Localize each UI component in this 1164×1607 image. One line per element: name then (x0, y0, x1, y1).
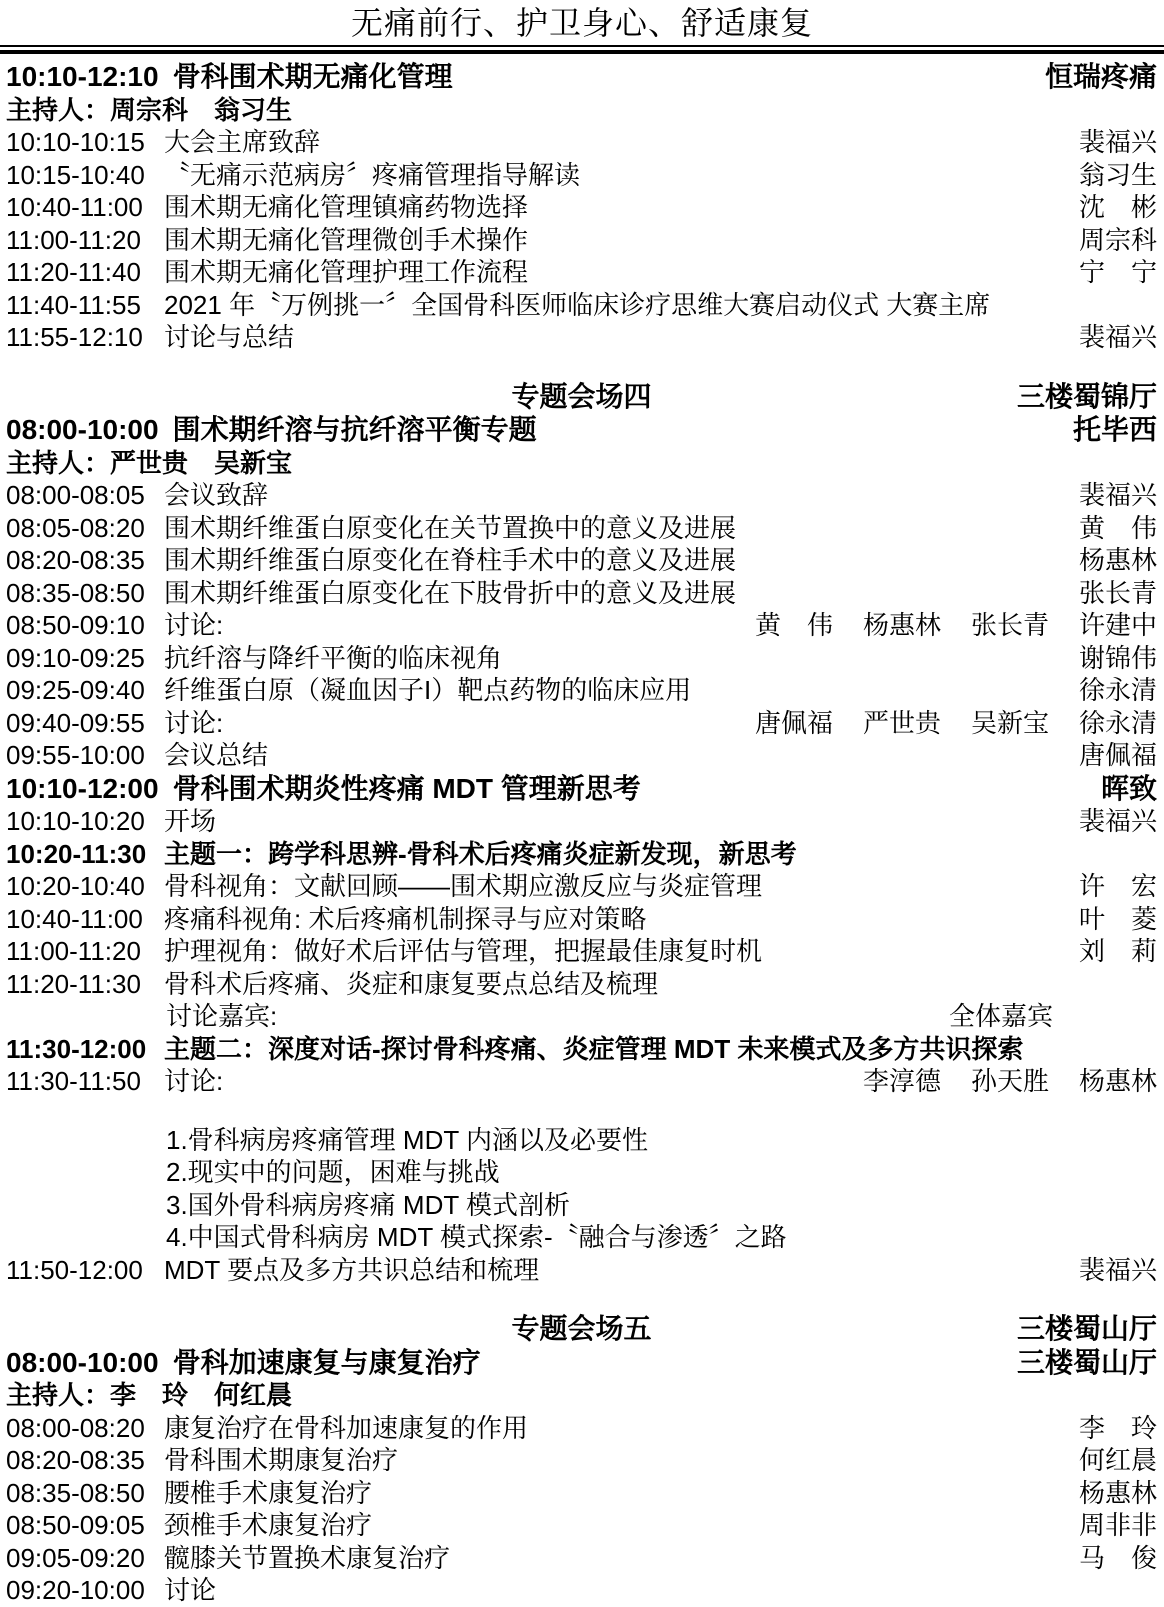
speaker-name: 黄 伟 (1078, 512, 1157, 543)
speaker-name: 马 俊 (1078, 1542, 1157, 1573)
speaker-list (1079, 870, 1157, 903)
item-title: 围术期无痛化管理微创手术操作 (164, 224, 529, 255)
speaker-list (1079, 1412, 1157, 1445)
agenda-item-row (6, 1065, 1157, 1098)
speaker-list (1079, 512, 1157, 545)
item-title: 围术期无痛化管理护理工作流程 (164, 257, 529, 287)
note-label: 讨论嘉宾: (166, 1001, 278, 1031)
speaker-list (1079, 191, 1157, 224)
speaker-name: 杨惠林 (1078, 545, 1157, 575)
speaker-list (1079, 321, 1157, 354)
session-header-row (6, 413, 1157, 447)
sub-item-row (6, 1124, 1157, 1157)
item-title: 2021 年〝万例挑一〞全国骨科医师临床诊疗思维大赛启动仪式 大赛主席 (164, 289, 991, 320)
item-title: 围术期纤维蛋白原变化在关节置换中的意义及进展 (164, 512, 737, 543)
speaker-name: 许 宏 (1078, 871, 1157, 901)
speaker-list (1079, 1444, 1157, 1477)
item-title: 〝无痛示范病房〞疼痛管理指导解读 (164, 159, 581, 190)
speaker-list (1079, 805, 1157, 838)
room-or-sponsor-label: 三楼蜀山厅 (1016, 1346, 1157, 1378)
speaker-name: 何红晨 (1078, 1445, 1157, 1475)
agenda-item-row (6, 642, 1157, 675)
chairs-label: 主持人：李 玲 何红晨 (6, 1380, 293, 1410)
sub-item-text: 2.现实中的问题，困难与挑战 (166, 1157, 500, 1187)
speaker-name: 徐永清 (1078, 707, 1157, 738)
page-title: 无痛前行、护卫身心、舒适康复 (350, 5, 813, 41)
agenda-item-row (6, 1542, 1157, 1575)
time-slot: 10:10-12:10 (6, 61, 159, 92)
time-slot: 10:15-10:40 (6, 159, 145, 190)
time-slot: 08:00-10:00 (6, 1346, 159, 1378)
speaker-name: 谢锦伟 (1078, 642, 1157, 673)
speaker-name: 许建中 (1078, 610, 1157, 640)
speaker-name: 黄 伟 (754, 610, 833, 640)
chairs-row (6, 1379, 1157, 1412)
room-or-sponsor-label: 晖致 (1100, 772, 1157, 804)
speaker-name: 张长青 (970, 610, 1049, 640)
time-slot: 09:05-09:20 (6, 1542, 145, 1573)
speaker-list (755, 707, 1157, 740)
item-title: 髋膝关节置换术康复治疗 (164, 1542, 451, 1573)
item-title: 腰椎手术康复治疗 (164, 1477, 373, 1508)
session-title: 骨科围术期无痛化管理 (172, 61, 453, 92)
venue-header-row (6, 380, 1157, 414)
theme-title: 主题一：跨学科思辨-骨科术后疼痛炎症新发现，新思考 (164, 838, 797, 869)
agenda-item-row (6, 321, 1157, 354)
speaker-name: 唐佩福 (1078, 740, 1157, 770)
item-title: 骨科围术期康复治疗 (164, 1445, 399, 1475)
time-slot: 11:50-12:00 (6, 1254, 143, 1285)
agenda-item-row (6, 544, 1157, 577)
speaker-name: 唐佩福 (754, 707, 833, 738)
time-slot: 10:40-11:00 (6, 192, 143, 222)
speaker-list (1079, 1477, 1157, 1510)
speaker-name: 杨惠林 (1078, 1477, 1157, 1508)
agenda-item-row (6, 1412, 1157, 1445)
time-slot: 08:50-09:05 (6, 1510, 145, 1540)
item-title: 会议总结 (164, 740, 269, 770)
speaker-name: 裴福兴 (1078, 322, 1157, 352)
speaker-name: 沈 彬 (1078, 192, 1157, 222)
blank-row (6, 354, 1157, 380)
speaker-name: 刘 莉 (1078, 936, 1157, 966)
speaker-name: 杨惠林 (1078, 1066, 1157, 1096)
time-slot: 09:20-10:00 (6, 1575, 145, 1605)
note-value: 全体嘉宾 (948, 1001, 1053, 1031)
time-slot: 08:35-08:50 (6, 577, 145, 608)
speaker-name: 叶 菱 (1078, 903, 1157, 934)
time-slot: 11:00-11:20 (6, 936, 141, 966)
agenda-item-row (6, 191, 1157, 224)
time-slot: 10:10-10:15 (6, 127, 145, 157)
venue-header-row (6, 1312, 1157, 1346)
agenda-item-row (6, 935, 1157, 968)
item-title: 开场 (164, 806, 217, 836)
agenda-item-row (6, 1444, 1157, 1477)
speaker-name: 杨惠林 (862, 610, 941, 640)
speaker-name: 翁习生 (1078, 159, 1157, 190)
session-title: 骨科加速康复与康复治疗 (172, 1346, 481, 1378)
speaker-name: 周非非 (1078, 1510, 1157, 1540)
session-title: 围术期纤溶与抗纤溶平衡专题 (172, 414, 537, 445)
item-title: 围术期纤维蛋白原变化在下肢骨折中的意义及进展 (164, 577, 737, 608)
speaker-name: 李 玲 (1078, 1412, 1157, 1443)
agenda-item-row (6, 256, 1157, 289)
item-title: 讨论与总结 (164, 322, 295, 352)
chairs-row (6, 94, 1157, 127)
sub-item-row (6, 1189, 1157, 1222)
sub-item-text: 4.中国式骨科病房 MDT 模式探索-〝融合与渗透〞之路 (166, 1222, 787, 1252)
agenda-item-row (6, 870, 1157, 903)
agenda-item-row (6, 479, 1157, 512)
agenda-item-row (6, 903, 1157, 936)
speaker-name: 徐永清 (1078, 675, 1157, 705)
agenda-item-row (6, 1477, 1157, 1510)
header-divider (0, 45, 1164, 54)
time-slot: 08:20-08:35 (6, 545, 145, 575)
room-or-sponsor-label: 恒瑞疼痛 (1044, 61, 1157, 92)
speaker-list (755, 609, 1157, 642)
speaker-list (1079, 577, 1157, 610)
time-slot: 10:20-10:40 (6, 871, 145, 901)
item-title: 讨论: (164, 1066, 224, 1096)
agenda-item-row (6, 577, 1157, 610)
blank-row (6, 1098, 1157, 1124)
time-slot: 11:30-11:50 (6, 1066, 141, 1096)
schedule (0, 54, 1164, 1607)
agenda-item-row (6, 968, 1157, 1001)
venue-name: 专题会场四 (511, 380, 652, 412)
time-slot: 11:55-12:10 (6, 322, 143, 352)
session-header-row (6, 772, 1157, 806)
speaker-name: 吴新宝 (970, 707, 1049, 738)
speaker-list (1079, 903, 1157, 936)
time-slot: 10:10-10:20 (6, 806, 145, 836)
session-header-row (6, 60, 1157, 94)
item-title: 纤维蛋白原（凝血因子I）靶点药物的临床应用 (164, 675, 692, 705)
room-label: 三楼蜀山厅 (1016, 1313, 1157, 1344)
speaker-name: 严世贵 (862, 707, 941, 738)
item-title: 讨论: (164, 610, 224, 640)
agenda-item-row (6, 707, 1157, 740)
speaker-list (1079, 674, 1157, 707)
item-title: 疼痛科视角: 术后疼痛机制探寻与应对策略 (164, 903, 647, 934)
discussion-guests-row (6, 1000, 1157, 1033)
theme-row (6, 1033, 1157, 1066)
speaker-list (1079, 1254, 1157, 1287)
speaker-list (1079, 1509, 1157, 1542)
speaker-name: 李淳德 (862, 1066, 941, 1096)
speaker-list (1079, 256, 1157, 289)
item-title: 康复治疗在骨科加速康复的作用 (164, 1412, 529, 1443)
speaker-list (1079, 544, 1157, 577)
speaker-list (1079, 159, 1157, 192)
time-slot: 10:20-11:30 (6, 838, 147, 869)
time-slot: 08:00-10:00 (6, 414, 159, 445)
speaker-name: 孙天胜 (970, 1066, 1049, 1096)
agenda-item-row (6, 512, 1157, 545)
item-title: 骨科视角：文献回顾——围术期应激反应与炎症管理 (164, 871, 763, 901)
room-or-sponsor-label: 托毕西 (1072, 414, 1157, 445)
speaker-name: 裴福兴 (1078, 127, 1157, 157)
speaker-list (1079, 479, 1157, 512)
speaker-name: 周宗科 (1078, 224, 1157, 255)
session-header-row (6, 1346, 1157, 1380)
item-title: MDT 要点及多方共识总结和梳理 (164, 1254, 540, 1285)
session-title: 骨科围术期炎性疼痛 MDT 管理新思考 (172, 772, 641, 804)
speaker-name: 裴福兴 (1078, 1254, 1157, 1285)
time-slot: 11:00-11:20 (6, 224, 141, 255)
time-slot: 08:50-09:10 (6, 610, 145, 640)
agenda-item-row (6, 805, 1157, 838)
item-title: 讨论: (164, 707, 224, 738)
time-slot: 10:10-12:00 (6, 772, 159, 804)
time-slot: 08:05-08:20 (6, 512, 145, 543)
agenda-item-row (6, 739, 1157, 772)
time-slot: 08:20-08:35 (6, 1445, 145, 1475)
time-slot: 09:10-09:25 (6, 642, 145, 673)
time-slot: 08:00-08:05 (6, 480, 145, 510)
speaker-name: 宁 宁 (1078, 257, 1157, 287)
speaker-list (1079, 224, 1157, 257)
speaker-list (1079, 1542, 1157, 1575)
agenda-item-row (6, 224, 1157, 257)
sub-item-row (6, 1156, 1157, 1189)
agenda-item-row (6, 1509, 1157, 1542)
time-slot: 11:40-11:55 (6, 289, 141, 320)
venue-name: 专题会场五 (511, 1313, 652, 1344)
time-slot: 08:35-08:50 (6, 1477, 145, 1508)
time-slot: 09:25-09:40 (6, 675, 145, 705)
time-slot: 09:55-10:00 (6, 740, 145, 770)
item-title: 围术期纤维蛋白原变化在脊柱手术中的意义及进展 (164, 545, 737, 575)
theme-row (6, 838, 1157, 871)
item-title: 抗纤溶与降纤平衡的临床视角 (164, 642, 503, 673)
time-slot: 08:00-08:20 (6, 1412, 145, 1443)
sub-item-text: 3.国外骨科病房疼痛 MDT 模式剖析 (166, 1189, 570, 1220)
agenda-item-row (6, 609, 1157, 642)
chairs-row (6, 447, 1157, 480)
room-label: 三楼蜀锦厅 (1016, 380, 1157, 412)
speaker-list (1079, 642, 1157, 675)
item-title: 护理视角：做好术后评估与管理，把握最佳康复时机 (164, 936, 763, 966)
speaker-list (1079, 935, 1157, 968)
sub-item-text: 1.骨科病房疼痛管理 MDT 内涵以及必要性 (166, 1124, 648, 1155)
theme-title: 主题二：深度对话-探讨骨科疼痛、炎症管理 MDT 未来模式及多方共识探索 (164, 1033, 1024, 1064)
time-slot: 11:30-12:00 (6, 1033, 147, 1064)
time-slot: 11:20-11:30 (6, 968, 141, 999)
item-title: 大会主席致辞 (164, 127, 321, 157)
agenda-item-row (6, 126, 1157, 159)
blank-row (6, 1286, 1157, 1312)
speaker-name: 裴福兴 (1078, 806, 1157, 836)
speaker-name: 裴福兴 (1078, 480, 1157, 510)
agenda-item-row (6, 1574, 1157, 1607)
time-slot: 10:40-11:00 (6, 903, 143, 934)
item-title: 颈椎手术康复治疗 (164, 1510, 373, 1540)
item-title: 骨科术后疼痛、炎症和康复要点总结及梳理 (164, 968, 659, 999)
agenda-item-row (6, 674, 1157, 707)
agenda-item-row (6, 159, 1157, 192)
chairs-label: 主持人：周宗科 翁习生 (6, 94, 293, 125)
agenda-item-row (6, 289, 1157, 322)
speaker-list (1079, 739, 1157, 772)
time-slot: 09:40-09:55 (6, 707, 145, 738)
time-slot: 11:20-11:40 (6, 257, 141, 287)
sub-item-row (6, 1221, 1157, 1254)
item-title: 会议致辞 (164, 480, 269, 510)
chairs-label: 主持人：严世贵 吴新宝 (6, 447, 293, 478)
agenda-item-row (6, 1254, 1157, 1287)
speaker-list (863, 1065, 1157, 1098)
item-title: 围术期无痛化管理镇痛药物选择 (164, 192, 529, 222)
item-title: 讨论 (164, 1575, 217, 1605)
speaker-name: 张长青 (1078, 577, 1157, 608)
speaker-list (1079, 126, 1157, 159)
